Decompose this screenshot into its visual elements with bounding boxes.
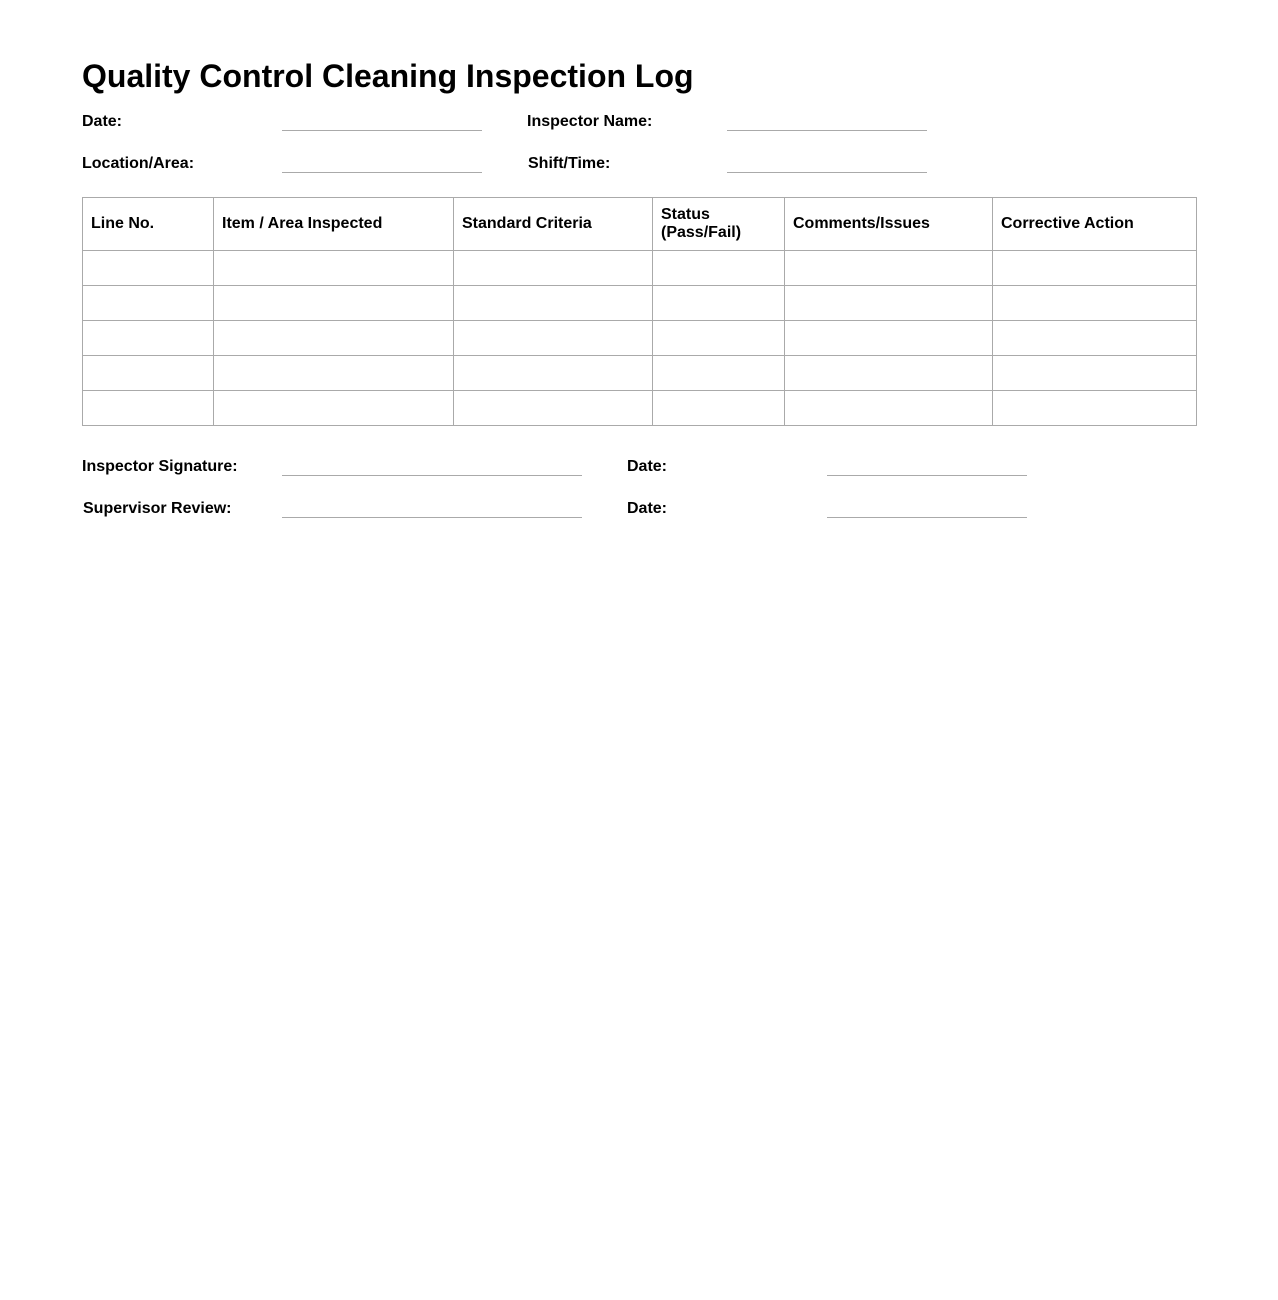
inspector-date-label: Date: (627, 458, 668, 475)
cell-status[interactable] (653, 251, 785, 286)
inspector-signature-label: Inspector Signature: (82, 458, 238, 475)
table-row (83, 251, 1197, 286)
supervisor-review-field[interactable] (282, 517, 582, 518)
column-header-standard-criteria: Standard Criteria (454, 198, 653, 251)
inspector-name-label: Inspector Name: (527, 113, 653, 130)
table-row (83, 321, 1197, 356)
column-header-corrective-action: Corrective Action (993, 198, 1197, 251)
date-label: Date: (82, 113, 123, 130)
cell-corrective-action[interactable] (993, 321, 1197, 356)
inspector-date-field[interactable] (827, 475, 1027, 476)
column-header-comments: Comments/Issues (785, 198, 993, 251)
table-row (83, 356, 1197, 391)
status-header-line1: Status (661, 206, 710, 223)
table-row (83, 391, 1197, 426)
inspector-signature-field[interactable] (282, 475, 582, 476)
supervisor-date-label: Date: (627, 500, 668, 517)
cell-corrective-action[interactable] (993, 251, 1197, 286)
column-header-status (653, 198, 785, 251)
cell-item-area[interactable] (214, 286, 454, 321)
cell-status[interactable] (653, 286, 785, 321)
date-field[interactable] (282, 130, 482, 131)
cell-item-area[interactable] (214, 321, 454, 356)
supervisor-date-field[interactable] (827, 517, 1027, 518)
cell-line-no[interactable] (83, 356, 214, 391)
cell-line-no[interactable] (83, 286, 214, 321)
cell-status[interactable] (653, 321, 785, 356)
table-header-row (83, 198, 1197, 251)
location-area-field[interactable] (282, 172, 482, 173)
cell-line-no[interactable] (83, 251, 214, 286)
column-header-item-area: Item / Area Inspected (214, 198, 454, 251)
page-title: Quality Control Cleaning Inspection Log (82, 58, 694, 94)
cell-corrective-action[interactable] (993, 286, 1197, 321)
shift-time-label: Shift/Time: (528, 155, 611, 172)
cell-status[interactable] (653, 356, 785, 391)
cell-standard-criteria[interactable] (454, 356, 653, 391)
cell-standard-criteria[interactable] (454, 391, 653, 426)
cell-item-area[interactable] (214, 391, 454, 426)
status-header-line2: (Pass/Fail) (661, 224, 742, 241)
cell-standard-criteria[interactable] (454, 251, 653, 286)
cell-comments[interactable] (785, 356, 993, 391)
cell-comments[interactable] (785, 391, 993, 426)
cell-standard-criteria[interactable] (454, 286, 653, 321)
cell-comments[interactable] (785, 321, 993, 356)
cell-item-area[interactable] (214, 251, 454, 286)
shift-time-field[interactable] (727, 172, 927, 173)
cell-line-no[interactable] (83, 391, 214, 426)
cell-status[interactable] (653, 391, 785, 426)
cell-comments[interactable] (785, 251, 993, 286)
cell-comments[interactable] (785, 286, 993, 321)
table-row (83, 286, 1197, 321)
cell-line-no[interactable] (83, 321, 214, 356)
cell-corrective-action[interactable] (993, 391, 1197, 426)
location-area-label: Location/Area: (82, 155, 195, 172)
inspector-name-field[interactable] (727, 130, 927, 131)
supervisor-review-label: Supervisor Review: (83, 500, 232, 517)
cell-standard-criteria[interactable] (454, 321, 653, 356)
inspection-table (82, 197, 1197, 426)
column-header-line-no: Line No. (83, 198, 214, 251)
cell-corrective-action[interactable] (993, 356, 1197, 391)
cell-item-area[interactable] (214, 356, 454, 391)
